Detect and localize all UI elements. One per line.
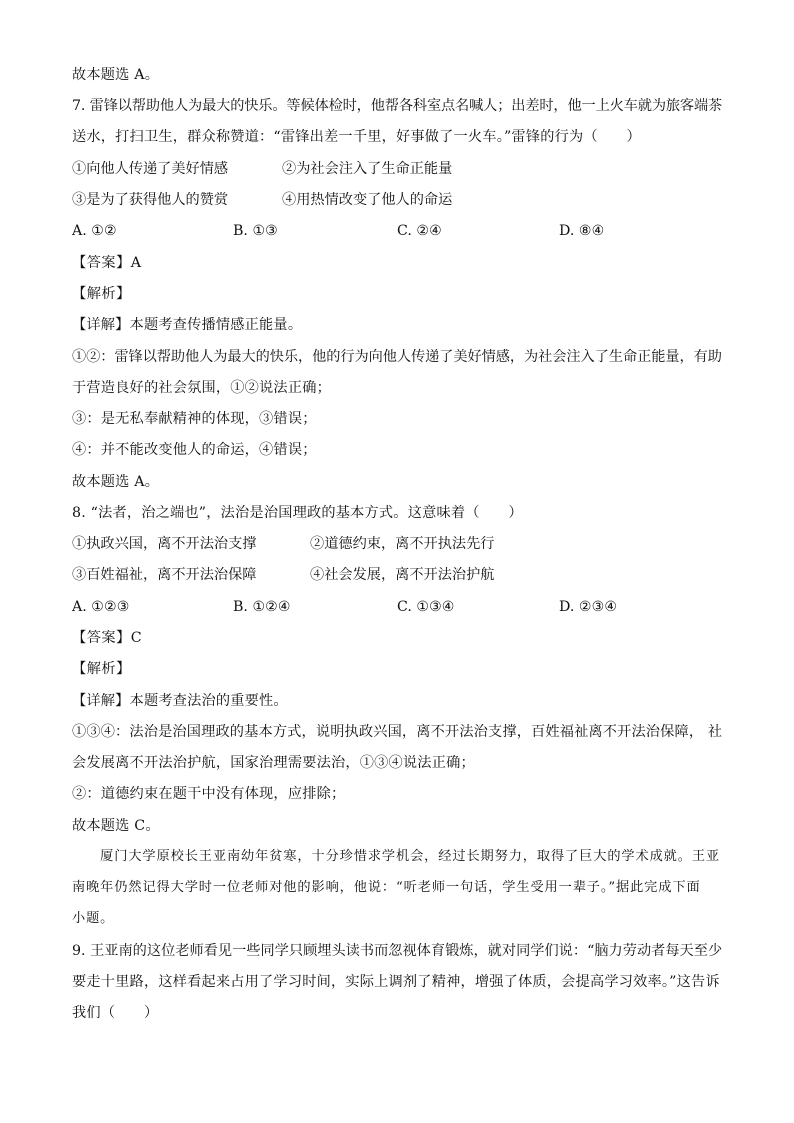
q8-option-a: A. ①②③: [72, 599, 130, 615]
material-line3: 小题。: [72, 911, 115, 926]
q7-explanation-1-line2: 于营造良好的社会氛围，①②说法正确；: [72, 380, 331, 396]
q8-explanation-2: ②：道德约束在题干中没有体现，应排除；: [72, 786, 346, 802]
q8-explanation-1-line2: 会发展离不开法治护航，国家治理需要法治，①③④说法正确；: [72, 755, 475, 771]
q8-analysis-heading: 【解析】: [72, 661, 131, 677]
q7-explanation-3: ④：并不能改变他人的命运，④错误；: [72, 442, 317, 458]
q8-item-4: ④社会发展，离不开法治护航: [310, 567, 495, 583]
q8-detail: 【详解】本题考查法治的重要性。: [72, 693, 288, 709]
q8-answer: 【答案】C: [72, 630, 143, 646]
material-line1: 厦门大学原校长王亚南幼年贫寒，十分珍惜求学机会，经过长期努力，取得了巨大的学术成就。王亚: [72, 849, 721, 864]
q7-explanation-1-line1: ①②：雷锋以帮助他人为最大的快乐，他的行为向他人传递了美好情感，为社会注入了生命正能量，有助: [72, 349, 722, 365]
q8-option-b: B. ①②④: [233, 599, 291, 615]
q7-answer: 【答案】A: [72, 255, 142, 271]
q7-stem-line2: 送水，打扫卫生，群众称赞道：“雷锋出差一千里，好事做了一火车。”雷锋的行为（ ）: [72, 129, 641, 145]
q7-option-d: D. ⑧④: [559, 223, 605, 239]
q8-stem: 8. “法者，治之端也”，法治是治国理政的基本方式。这意味着（ ）: [72, 505, 523, 521]
q8-item-1: ①执政兴国，离不开法治支撑: [72, 536, 257, 552]
q8-option-c: C. ①③④: [397, 599, 455, 615]
q7-item-4: ④用热情改变了他人的命运: [282, 192, 453, 208]
q8-item-3: ③百姓福祉，离不开法治保障: [72, 567, 257, 583]
q8-item-2: ②道德约束，离不开执法先行: [310, 536, 495, 552]
q9-stem-line1: 9. 王亚南的这位老师看见一些同学只顾埋头读书而忽视体育锻炼，就对同学们说：“脑力劳动者每天至少: [72, 943, 723, 959]
q9-stem-line3: 我们（ ）: [72, 1005, 159, 1021]
q8-conclusion: 故本题选 C。: [72, 818, 160, 834]
q6-conclusion: 故本题选 A。: [72, 67, 160, 83]
q7-stem-line1: 7. 雷锋以帮助他人为最大的快乐。等候体检时，他帮各科室点名喊人；出差时，他一上火车就为旅客端茶: [72, 98, 723, 114]
q7-item-3: ③是为了获得他人的赞赏: [72, 192, 229, 208]
q8-option-d: D. ②③④: [559, 599, 618, 615]
q9-stem-line2: 要走十里路，这样看起来占用了学习时间，实际上调剂了精神，增强了体质，会提高学习效率。”这告诉: [72, 974, 720, 990]
q7-option-a: A. ①②: [72, 223, 117, 239]
q7-option-b: B. ①③: [233, 223, 278, 239]
q7-item-1: ①向他人传递了美好情感: [72, 161, 229, 177]
q7-option-c: C. ②④: [397, 223, 442, 239]
q7-item-2: ②为社会注入了生命正能量: [282, 161, 453, 177]
material-line2: 南晚年仍然记得大学时一位老师对他的影响，他说：“听老师一句话，学生受用一辈子。”据此完成下面: [72, 880, 701, 895]
q7-conclusion: 故本题选 A。: [72, 474, 160, 490]
q7-explanation-2: ③：是无私奉献精神的体现，③错误；: [72, 411, 317, 427]
q8-explanation-1-line1: ①③④：法治是治国理政的基本方式，说明执政兴国，离不开法治支撑，百姓福祉离不开法治保障， 社: [72, 724, 723, 740]
q7-detail: 【详解】本题考查传播情感正能量。: [72, 317, 303, 333]
q7-analysis-heading: 【解析】: [72, 286, 131, 302]
